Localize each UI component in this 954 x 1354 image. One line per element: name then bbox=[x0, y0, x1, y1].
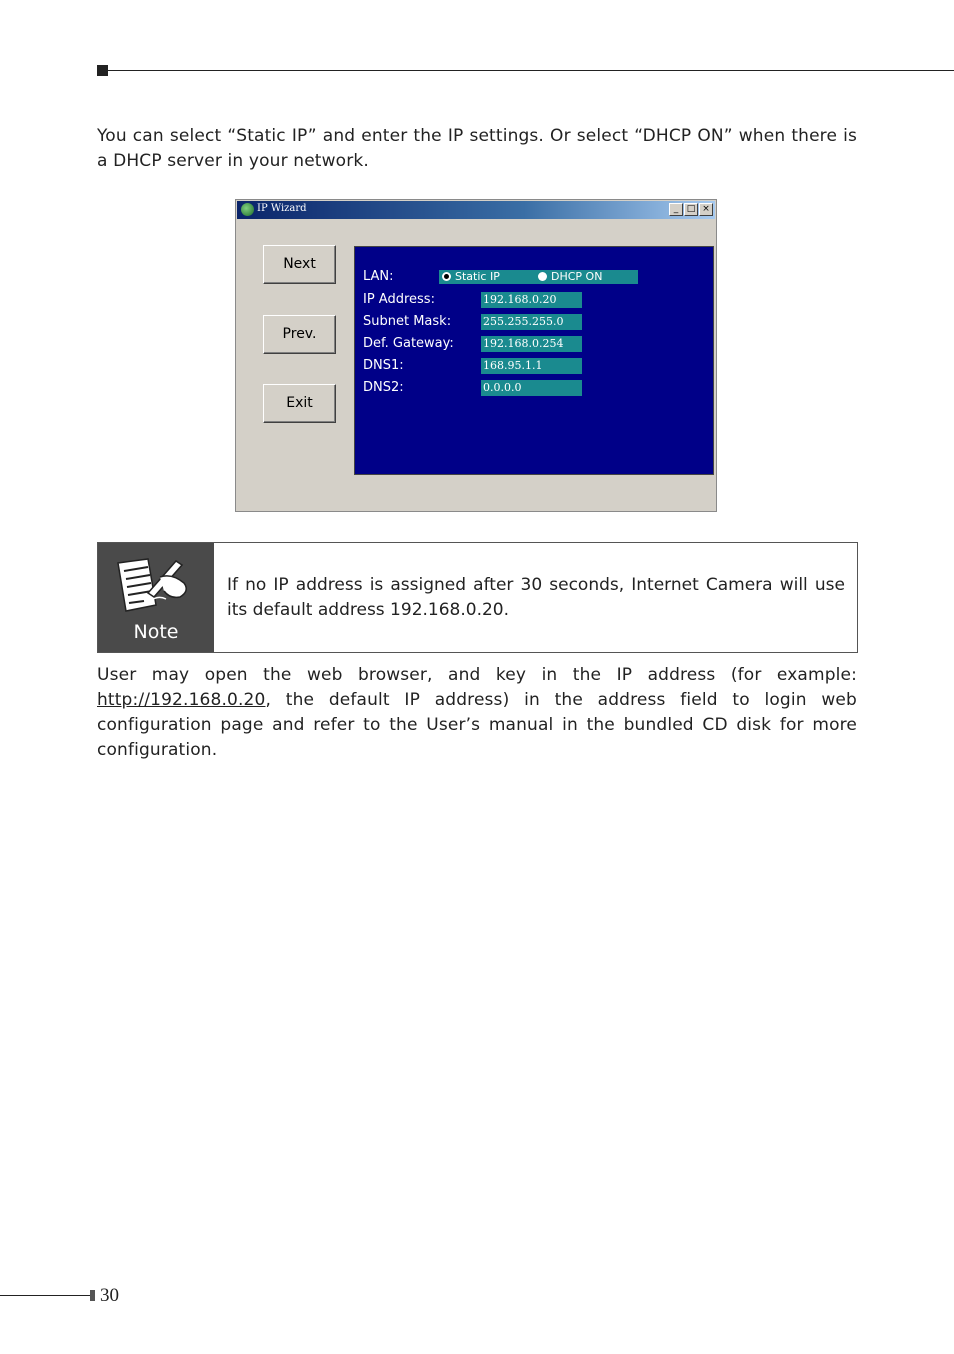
minimize-icon[interactable]: _ bbox=[669, 203, 683, 216]
static-ip-radio[interactable] bbox=[442, 272, 451, 281]
window-title: IP Wizard bbox=[257, 203, 307, 214]
body-text-start: User may open the web browser, and key in the IP address (for example: bbox=[97, 665, 857, 685]
dns2-label: DNS2: bbox=[363, 380, 404, 395]
body-text-end: , the default IP address) in the address field to login web configuration page and refer to the User’s manual in the bundled CD disk for more configuration. bbox=[97, 690, 857, 760]
footer-marker bbox=[90, 1290, 95, 1301]
intro-paragraph: You can select “Static IP” and enter the IP settings. Or select “DHCP ON” when there is a DHCP server in your network. bbox=[97, 126, 857, 171]
ip-address-field[interactable] bbox=[481, 292, 582, 308]
dns2-field[interactable] bbox=[481, 380, 582, 396]
footer-rule bbox=[0, 1295, 90, 1296]
exit-button[interactable]: Exit bbox=[263, 384, 336, 423]
subnet-mask-label: Subnet Mask: bbox=[363, 314, 452, 329]
prev-button[interactable]: Prev. bbox=[263, 315, 336, 354]
globe-icon bbox=[241, 203, 254, 216]
note-text: If no IP address is assigned after 30 seconds, Internet Camera will use its default address 192.168.0.20. bbox=[227, 575, 845, 620]
default-address-link[interactable]: http://192.168.0.20 bbox=[97, 690, 266, 710]
header-square bbox=[97, 65, 108, 76]
dns1-label: DNS1: bbox=[363, 358, 404, 373]
subnet-mask-field[interactable] bbox=[481, 314, 582, 330]
next-button[interactable]: Next bbox=[263, 245, 336, 284]
note-sidebar bbox=[98, 543, 214, 652]
close-icon[interactable]: × bbox=[699, 203, 713, 216]
dhcp-on-radio[interactable] bbox=[538, 272, 547, 281]
window-titlebar bbox=[237, 201, 715, 219]
dhcp-on-label: DHCP ON bbox=[551, 270, 603, 283]
header-rule bbox=[108, 70, 954, 71]
ip-wizard-window bbox=[235, 199, 717, 512]
note-pen-icon bbox=[114, 555, 196, 617]
default-gateway-field[interactable] bbox=[481, 336, 582, 352]
default-gateway-label: Def. Gateway: bbox=[363, 336, 454, 351]
lan-label: LAN: bbox=[363, 269, 394, 284]
lan-mode-selector bbox=[439, 270, 638, 284]
body-paragraph bbox=[97, 663, 857, 763]
note-label: Note bbox=[133, 621, 179, 643]
settings-panel bbox=[354, 246, 714, 475]
maximize-icon[interactable]: □ bbox=[684, 203, 698, 216]
page-number: 30 bbox=[100, 1285, 119, 1306]
ip-address-label: IP Address: bbox=[363, 292, 435, 307]
dns1-field[interactable] bbox=[481, 358, 582, 374]
note-box bbox=[97, 542, 858, 653]
static-ip-label: Static IP bbox=[455, 270, 500, 283]
